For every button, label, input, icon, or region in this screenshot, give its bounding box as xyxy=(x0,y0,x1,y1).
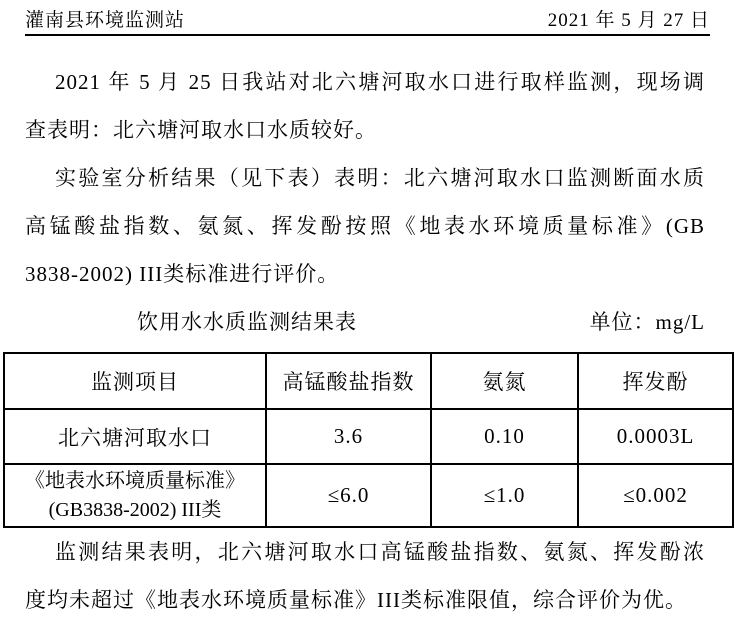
cell-standard-ammonia: ≤1.0 xyxy=(431,464,578,527)
document-body xyxy=(25,58,705,346)
document-header xyxy=(25,10,710,36)
standard-name-line2: (GB3838-2002) III类 xyxy=(48,498,222,521)
table-caption-title: 饮用水水质监测结果表 xyxy=(137,310,357,334)
standard-name-line1: 《地表水环境质量标准》 xyxy=(25,469,245,492)
paragraph-sampling xyxy=(25,58,705,154)
paragraph-line: 2021 年 5 月 25 日我站对北六塘河取水口进行取样监测，现场调 xyxy=(55,70,705,94)
table-header-row xyxy=(4,353,733,409)
paragraph-line: 实验室分析结果（见下表）表明：北六塘河取水口监测断面水质 xyxy=(55,166,705,190)
column-header-ammonia-nitrogen: 氨氮 xyxy=(431,353,578,409)
table-row-intake xyxy=(4,409,733,464)
header-date: 2021 年 5 月 27 日 xyxy=(547,10,710,31)
column-header-item: 监测项目 xyxy=(4,353,266,409)
cell-intake-phenol: 0.0003L xyxy=(578,409,733,464)
cell-standard-phenol: ≤0.002 xyxy=(578,464,733,527)
table-caption xyxy=(25,298,705,346)
paragraph-lab-analysis xyxy=(25,154,705,298)
cell-intake-name: 北六塘河取水口 xyxy=(4,409,266,464)
column-header-volatile-phenol: 挥发酚 xyxy=(578,353,733,409)
paragraph-line: 高锰酸盐指数、氨氮、挥发酚按照《地表水环境质量标准》(GB xyxy=(25,214,705,238)
cell-intake-ammonia: 0.10 xyxy=(431,409,578,464)
paragraph-line: 3838-2002) III类标准进行评价。 xyxy=(25,262,340,286)
cell-intake-permanganate: 3.6 xyxy=(266,409,431,464)
header-organization: 灌南县环境监测站 xyxy=(25,10,186,31)
cell-standard-permanganate: ≤6.0 xyxy=(266,464,431,527)
paragraph-line: 查表明：北六塘河取水口水质较好。 xyxy=(25,118,377,142)
document-page xyxy=(0,10,735,627)
paragraph-conclusion xyxy=(25,528,705,624)
results-table xyxy=(3,352,734,528)
table-caption-unit: 单位：mg/L xyxy=(589,310,705,334)
paragraph-line: 度均未超过《地表水环境质量标准》III类标准限值，综合评价为优。 xyxy=(25,588,687,612)
column-header-permanganate-index: 高锰酸盐指数 xyxy=(266,353,431,409)
paragraph-line: 监测结果表明，北六塘河取水口高锰酸盐指数、氨氮、挥发酚浓 xyxy=(55,540,705,564)
cell-standard-name xyxy=(4,464,266,527)
table-row-standard xyxy=(4,464,733,527)
